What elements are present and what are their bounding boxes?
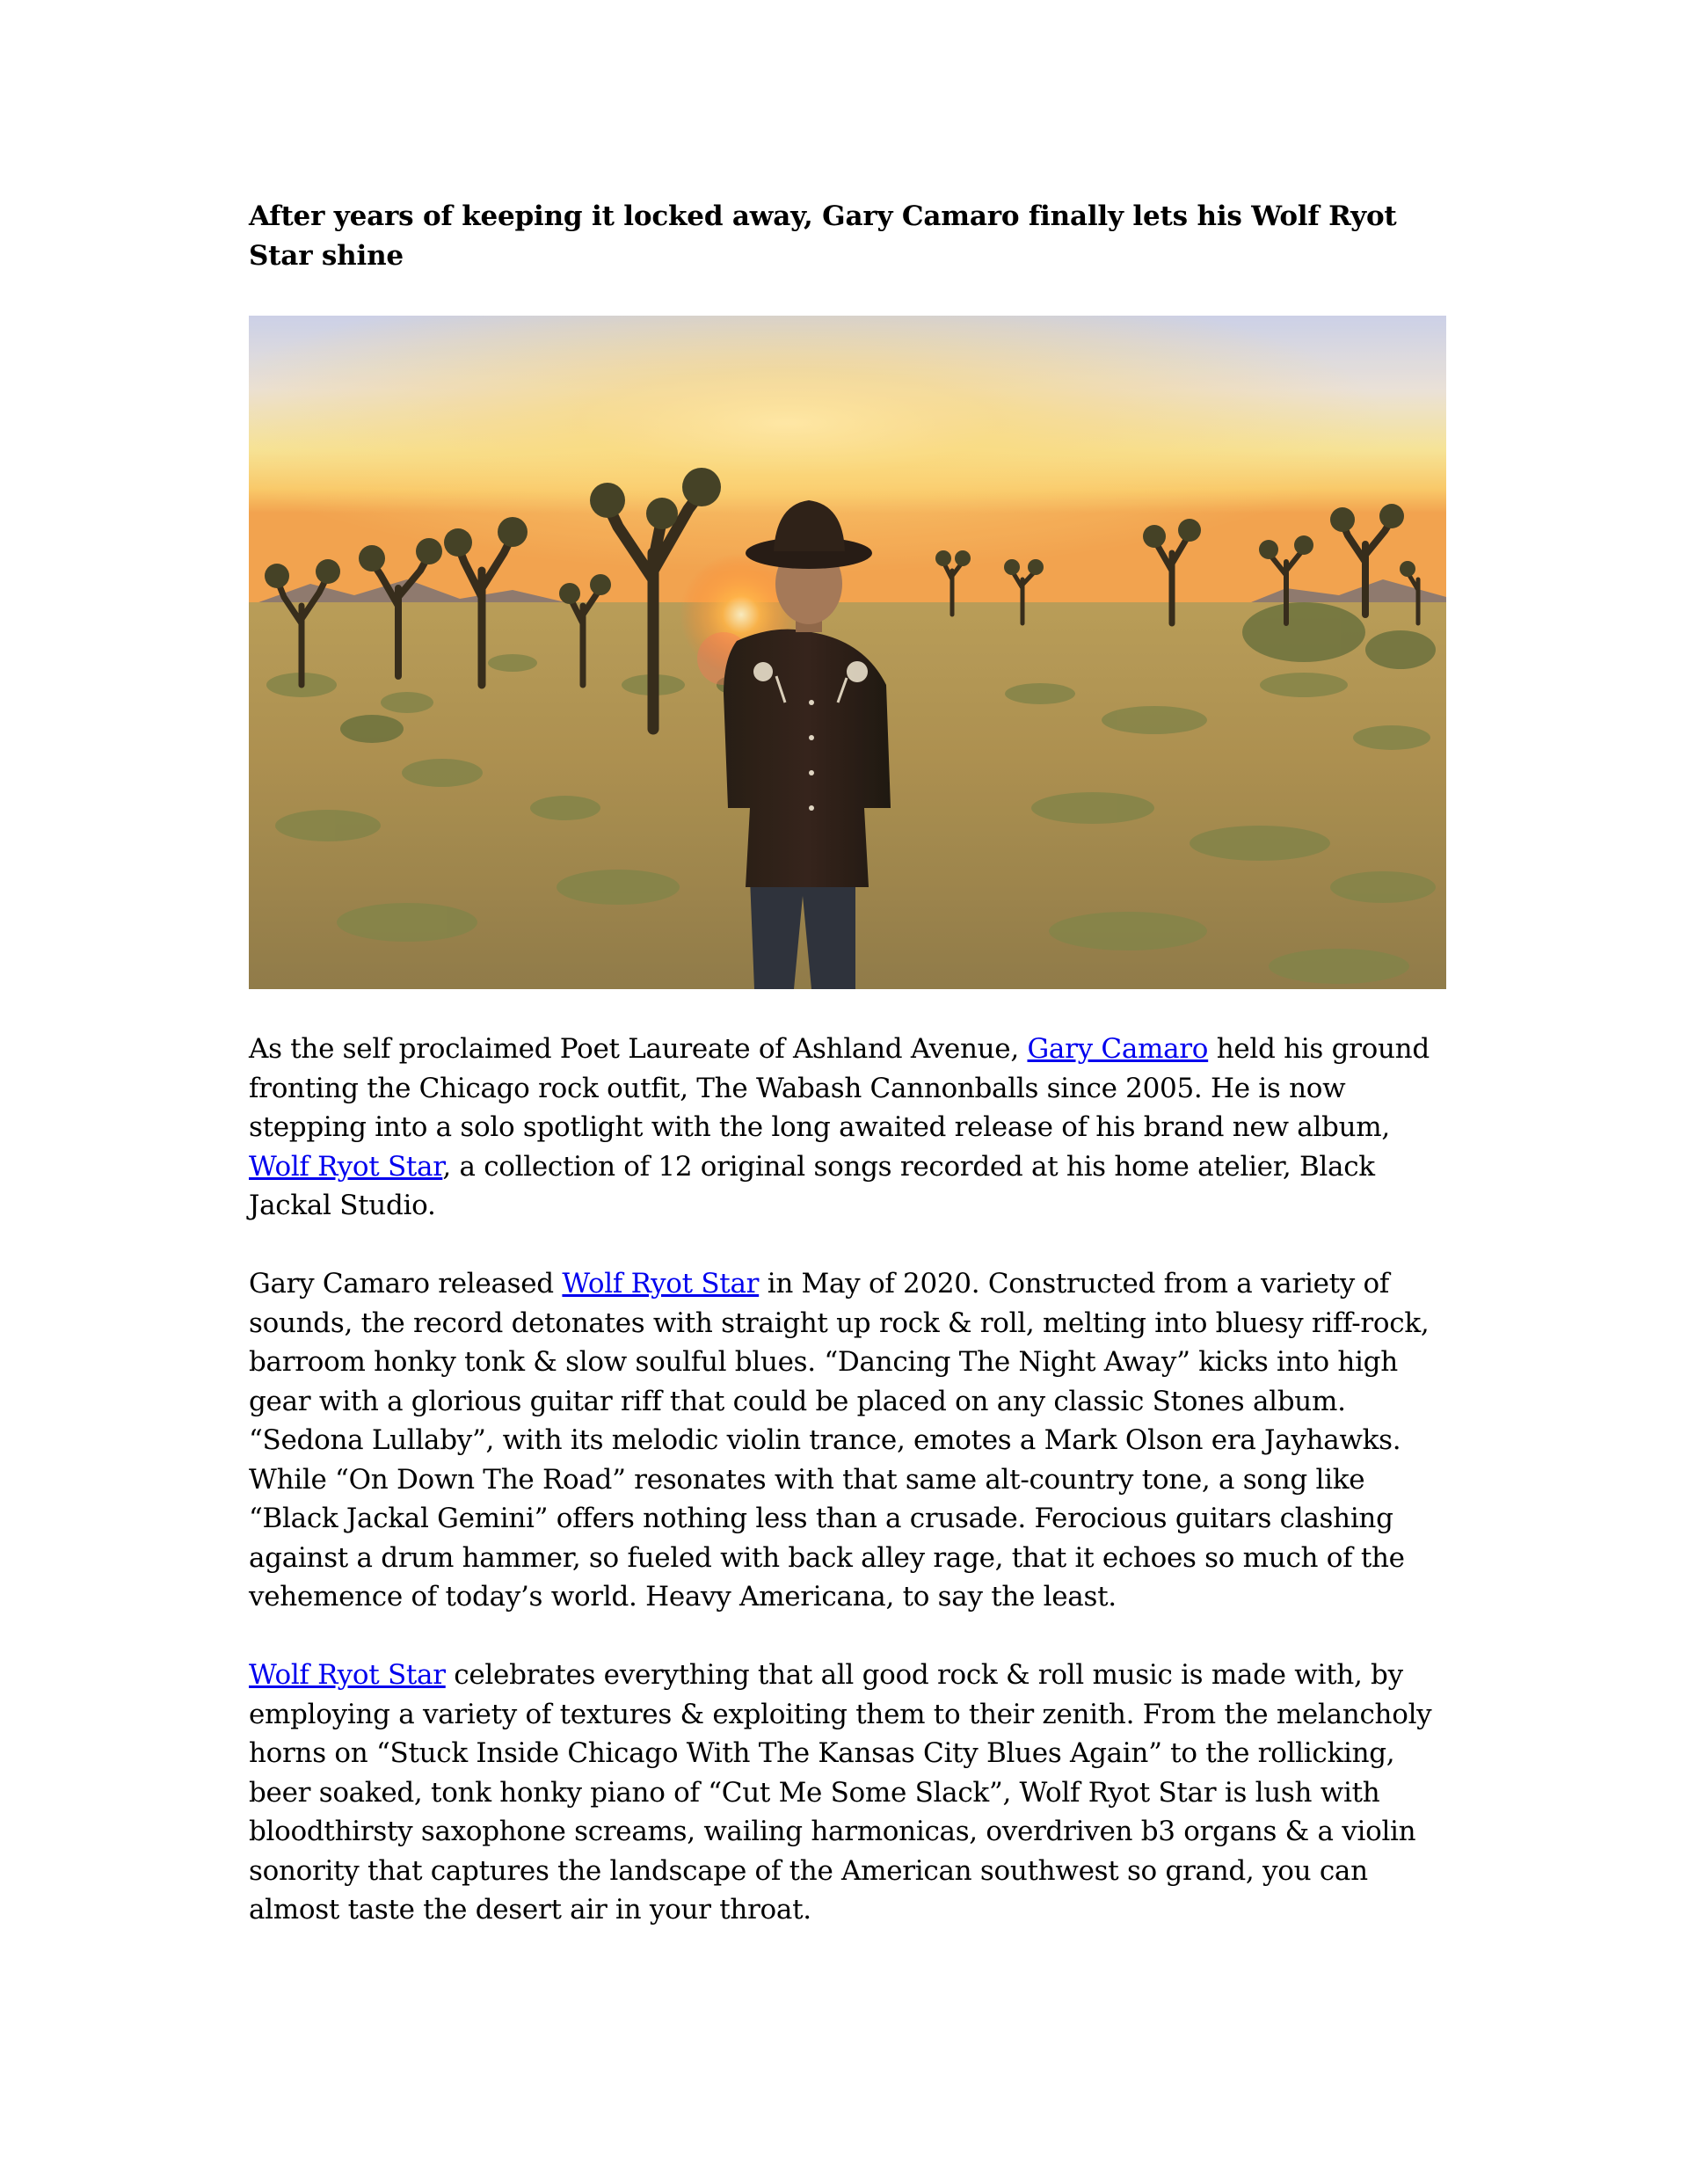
paragraph-text: As the self proclaimed Poet Laureate of Ashland Avenue, xyxy=(249,1033,1028,1065)
wolf-ryot-star-link[interactable]: Wolf Ryot Star xyxy=(249,1150,443,1183)
paragraph-text: , a collection of 12 original songs recorded at his home atelier, Black Jackal Studio. xyxy=(249,1150,1375,1221)
paragraph xyxy=(249,1264,1446,1617)
paragraph xyxy=(249,1030,1446,1226)
wolf-ryot-star-link[interactable]: Wolf Ryot Star xyxy=(562,1268,760,1299)
paragraph-text: celebrates everything that all good rock & roll music is made with, by employing a variety of textures & exploiting them to their zenith. From the melancholy horns on “Stuck Inside Chicago With The Kansas City Blues Again” to the rollicking, beer soaked, tonk honky piano of “Cut Me Some Slack”, Wolf Ryot Star is lush with bloodthirsty saxophone screams, wailing harmonicas, overdriven b3 organs & a violin sonority that captures the landscape of the American southwest so grand, you can almost taste the desert air in your throat. xyxy=(249,1659,1432,1926)
desert-sunset-photo xyxy=(249,316,1446,989)
paragraph-text: in May of 2020. Constructed from a variety of sounds, the record detonates with straight up rock & roll, melting into bluesy riff-rock, barroom honky tonk & slow soulful blues. “Dancing The Night Away” kicks into high gear with a glorious guitar riff that could be placed on any classic Stones album. “Sedona Lullaby”, with its melodic violin trance, emotes a Mark Olson era Jayhawks. While “On Down The Road” resonates with that same alt-country tone, a song like “Black Jackal Gemini” offers nothing less than a crusade. Ferocious guitars clashing against a drum hammer, so fueled with back alley rage, that it echoes so much of the vehemence of today’s world. Heavy Americana, to say the least. xyxy=(249,1268,1430,1613)
document-page xyxy=(249,197,1446,1926)
hero-photo xyxy=(249,316,1446,989)
paragraph-text: held his ground fronting the Chicago rock outfit, The Wabash Cannonballs since 2005. He is now stepping into a solo spotlight with the long awaited release of his brand new album, xyxy=(249,1033,1430,1143)
wolf-ryot-star-link[interactable]: Wolf Ryot Star xyxy=(249,1659,446,1691)
paragraph-text: Gary Camaro released xyxy=(249,1268,563,1299)
article-headline: After years of keeping it locked away, Gary Camaro finally lets his Wolf Ryot Star shine xyxy=(249,200,1397,272)
paragraph xyxy=(249,1656,1446,1930)
article-body xyxy=(249,1030,1446,1969)
gary-camaro-link[interactable]: Gary Camaro xyxy=(1027,1033,1209,1065)
